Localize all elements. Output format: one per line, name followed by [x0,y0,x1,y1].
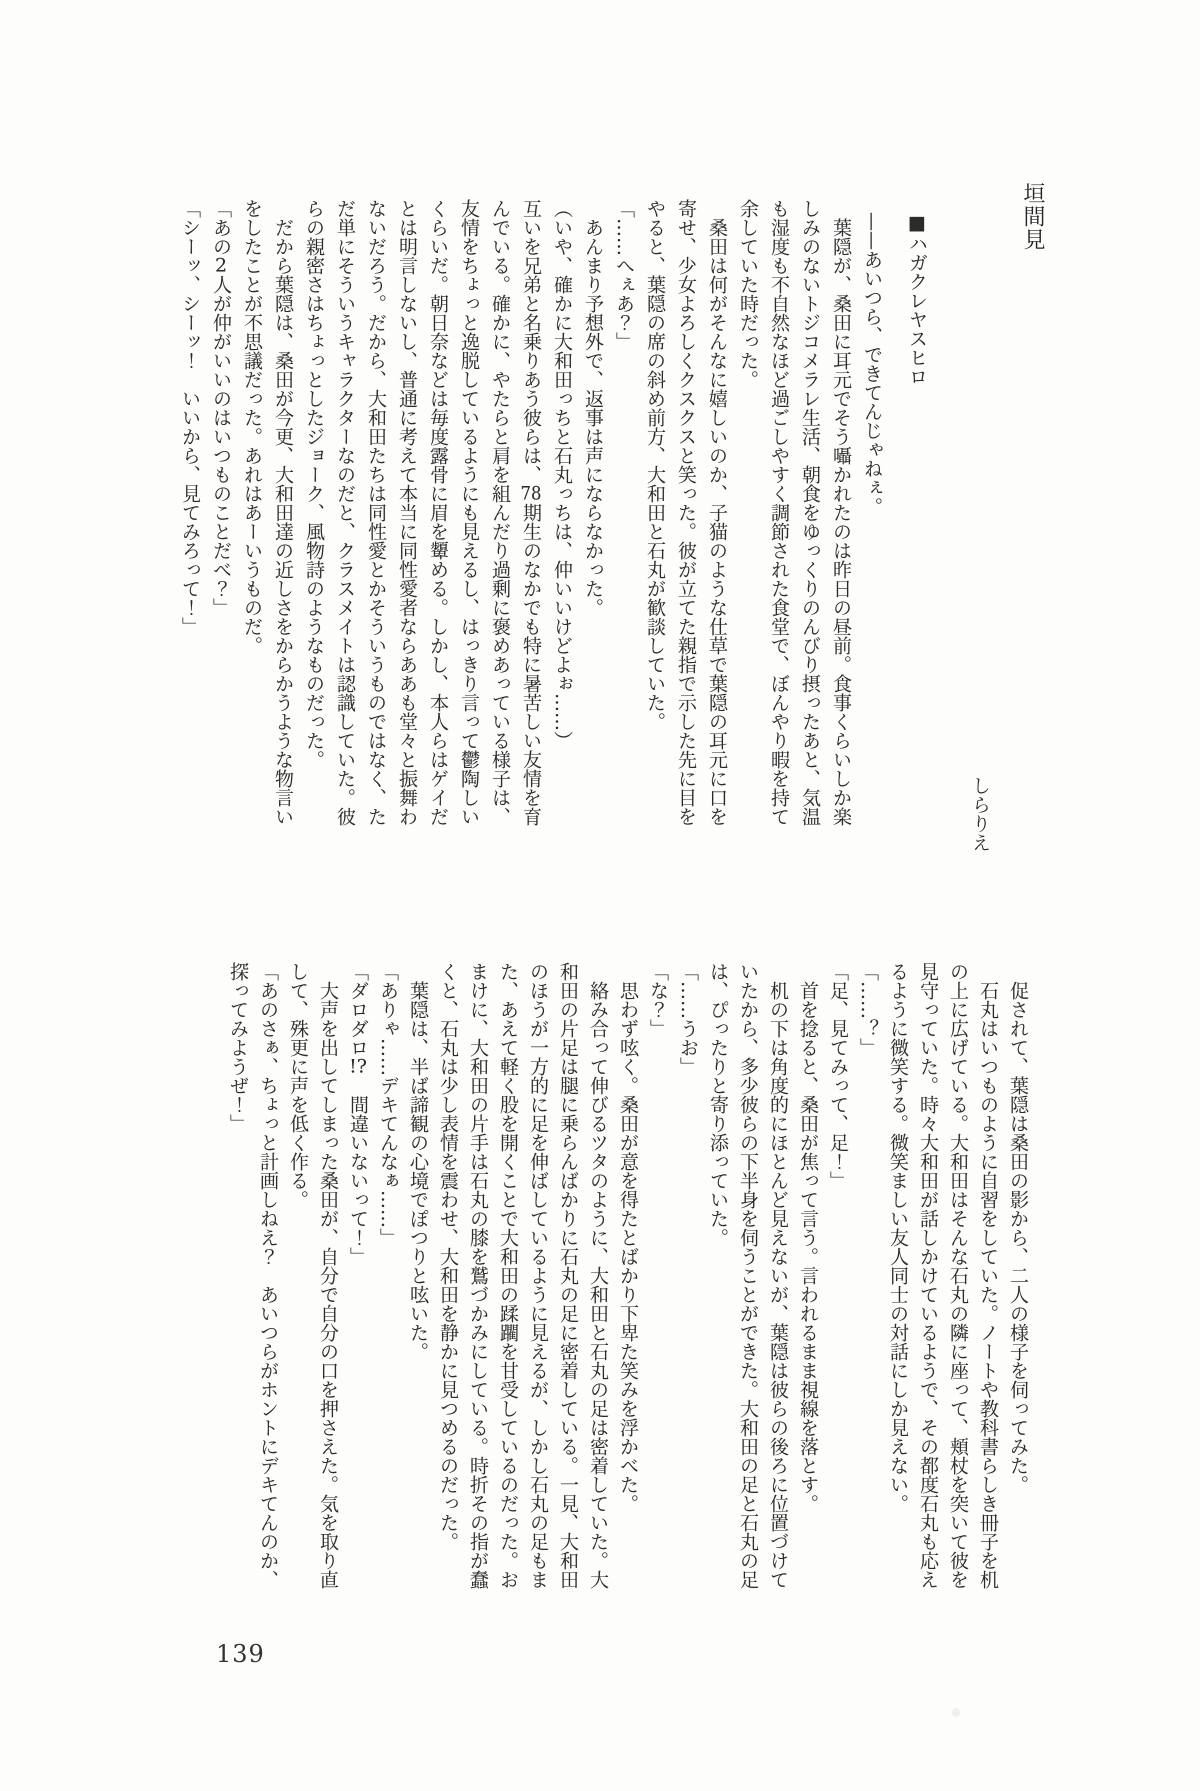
tatechuyoko: !? [349,1057,367,1076]
paragraph: 「シーッ、シーッ！ いいから、見てみろって！」 [179,199,201,636]
paragraph: 「……うお」 [677,962,699,1076]
paragraph: 石丸はいつものように自習をしていた。ノートや教科書らしき冊子を机の上に広げている。大和田はそんな石丸の隣に座って、頬杖を突いて彼を見守っていた。時々大和田が話しかけているようで、その都度石丸も応えるように微笑する。微笑ましい友人同士の対話にしか見えない。 [887,962,999,1589]
author-name: しらりえ [969,776,991,852]
paragraph: 首を捻ると、桑田が焦って言う。言われるまま視線を落とす。 [797,981,819,1513]
paragraph: 「ありゃ……デキてんなぁ……」 [377,962,399,1247]
tatechuyoko: 78 [520,484,542,503]
paragraph: 「足、見てみって、足！」 [827,962,849,1190]
paragraph: 「……へぇあ？」 [613,199,635,351]
paragraph: あんまり予想外で、返事は声にならなかった。 [582,218,604,617]
paragraph: 葉隠は、半ば諦観の心境でぽつりと呟いた。 [407,981,429,1361]
page-number: 139 [216,1640,265,1668]
paragraph: 「ダロダロ!? 間違いないって！」 [347,962,369,1266]
scan-artifact [952,1708,960,1717]
paragraph: 「あの2人が仲がいいのはいつものことだべ？」 [210,199,232,617]
paragraph: 絡み合って伸びるツタのように、大和田と石丸の足は密着していた。大和田の片足は腿に乗らんばかりに石丸の足に密着している。一見、大和田のほうが一方的に足を伸ばしているように見えるが、しかし石丸の足もまた、あえて軽く股を開くことで大和田の蹂躙を甘受しているのだった。おまけに、大和田の片手は石丸の膝を鷲づかみにしている。時折その指が蠢くと、石丸は少し表情を震わせ、大和田を静かに見つめるのだった。 [437,962,609,1589]
tatechuyoko: 2 [214,256,228,275]
section-header: ■ハガクレヤスヒロ [906,212,928,386]
paragraph: 葉隠が、桑田に耳元でそう囁かれたのは昨日の昼前。食事くらいしか楽しみのないトジコメラレ生活、朝食をゆっくりのんびり摂ったあと、気温も湿度も不自然なほど過ごしやすく調節された食堂で、ぼんやり暇を持て余していた時だった。 [737,199,852,826]
paragraph: 桑田は何がそんなに嬉しいのか、子猫のような仕草で葉隠の耳元に口を寄せ、少女よろしくクスクスと笑った。彼が立てた親指で示した先に目をやると、葉隠の席の斜め前方、大和田と石丸が歓談していた。 [644,199,728,826]
paragraph: 机の下は角度的にほとんど見えないが、葉隠は彼らの後ろに位置づけていたから、多少彼らの下半身を伺うことができた。大和田の足と石丸の足は、ぴったりと寄り添っていた。 [707,962,789,1589]
paragraph: ——あいつら、できてんじゃねぇ。 [861,212,883,516]
paragraph: 「あのさぁ、ちょっと計画しねえ？ あいつらがホントにデキてんのか、探ってみようぜ！」 [227,962,279,1589]
paragraph: 「……？」 [857,962,879,1057]
paragraph: 思わず呟く。桑田が意を得たとばかり下卑た笑みを浮かべた。 [617,981,639,1513]
paragraph: 互いを兄弟と名乗りあう彼らは、78期生のなかでも特に暑苦しい友情を育んでいる。確かに、やたらと肩を組んだり過剰に褒めあっている様子は、友情をちょっと逸脱しているようにも見えるし、はっきり言って鬱陶しいくらいだ。朝日奈などは毎度露骨に眉を顰める。しかし、本人らはゲイだとは明言しないし、普通に考えて本当に同性愛者ならああも堂々と振舞わないだろう。だから、大和田たちは同性愛とかそういうものではなく、ただ単にそういうキャラクターなのだと、クラスメイトは認識していた。彼らの親密さはちょっとしたジョーク、風物詩のようなものだった。 [303,199,542,826]
paragraph: だから葉隠は、桑田が今更、大和田達の近しさをからかうような物言いをしたことが不思議だった。あれはあーいうものだ。 [241,199,294,826]
text-block-top [174,199,932,833]
paragraph: （いや、確かに大和田っちと石丸っちは、仲いいけどよぉ……） [551,199,573,750]
paragraph: 大声を出してしまった桑田が、自分で自分の口を押さえた。気を取り直して、殊更に声を低く作る。 [287,962,339,1589]
text-block-bottom [223,962,1033,1596]
paragraph: 促されて、葉隠は桑田の影から、二人の様子を伺ってみた。 [1007,981,1029,1494]
chapter-title: 垣間見 [1020,182,1045,251]
paragraph: 「な？」 [647,962,669,1038]
